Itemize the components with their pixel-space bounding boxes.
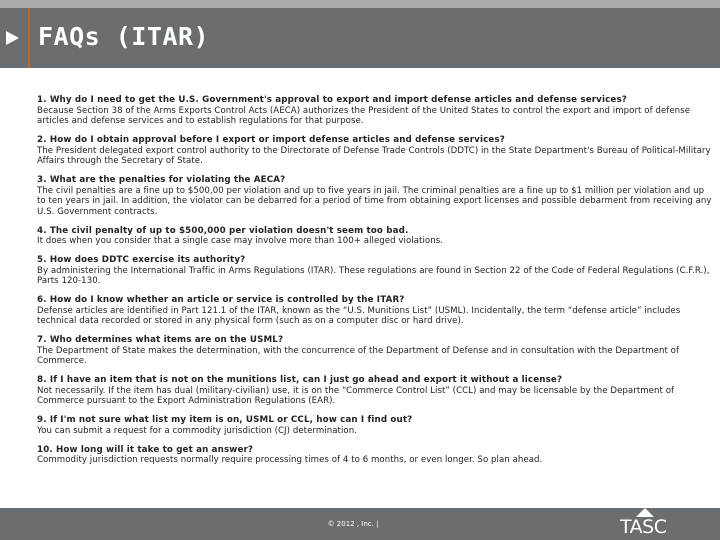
faq-item <box>37 135 713 167</box>
faq-answer: You can submit a request for a commodity jurisdiction (CJ) determination. <box>37 425 357 436</box>
faq-question: 7. Who determines what items are on the USML? <box>37 335 284 345</box>
faq-item <box>37 375 713 407</box>
faq-list <box>37 95 713 474</box>
faq-question: 2. How do I obtain approval before I export or import defense articles and defense services? <box>37 135 505 145</box>
title-marker <box>0 8 30 68</box>
faq-item <box>37 295 713 327</box>
title-divider <box>28 8 30 68</box>
faq-answer: Commodity jurisdiction requests normally require processing times of 4 to 6 months, or even longer. So plan ahead. <box>37 455 543 465</box>
faq-question: 1. Why do I need to get the U.S. Government's approval to export and import defense articles and defense services? <box>37 95 627 105</box>
faq-item <box>37 95 713 127</box>
faq-item <box>37 255 713 287</box>
faq-answer: Not necessarily. If the item has dual (military-civilian) use, it is on the “Commerce Control List” (CCL) and may be licensable by the Department of Commerce pursuant to the Export Administration Regulations (EAR). <box>37 385 675 406</box>
logo-text: TASC <box>620 516 667 538</box>
footer-bar <box>0 508 720 540</box>
title-bar <box>0 8 720 68</box>
faq-item <box>37 415 713 436</box>
faq-item <box>37 335 713 367</box>
slide-title: FAQs (ITAR) <box>38 22 210 51</box>
faq-question: 6. How do I know whether an article or service is controlled by the ITAR? <box>37 295 405 305</box>
tasc-logo <box>620 512 678 536</box>
faq-question: 10. How long will it take to get an answer? <box>37 444 254 455</box>
top-accent-bar <box>0 0 720 8</box>
faq-item <box>37 175 713 217</box>
faq-answer: Defense articles are identified in Part 121.1 of the ITAR, known as the “U.S. Munitions List” (USML). Incidentally, the term “defense article” includes technical data recorded or stored in any physical form (such as on a computer disc or hard drive). <box>37 305 681 326</box>
faq-answer: The Department of State makes the determination, with the concurrence of the Department of Defense and in consultation with the Department of Commerce. <box>37 345 680 366</box>
faq-answer: The President delegated export control authority to the Directorate of Defense Trade Controls (DDTC) in the State Department's Bureau of Political-Military Affairs through the Secretary of State. <box>37 145 711 166</box>
faq-question: 3. What are the penalties for violating the AECA? <box>37 175 286 185</box>
play-arrow-icon <box>6 31 19 45</box>
faq-answer: The civil penalties are a fine up to $500,00 per violation and up to five years in jail. The criminal penalties are a fine up to $1 million per violation and up to ten years in jail. In addition, the violator can be debarred for a period of time from obtaining export licenses and possible debarment from receiving any U.S. Government contracts. <box>37 185 712 217</box>
faq-question: 4. The civil penalty of up to $500,000 per violation doesn't seem too bad. <box>37 225 409 236</box>
faq-item <box>37 445 713 466</box>
faq-question: 5. How does DDTC exercise its authority? <box>37 255 246 265</box>
faq-answer: It does when you consider that a single case may involve more than 100+ alleged violations. <box>37 236 444 246</box>
faq-item <box>37 226 713 247</box>
faq-question: 8. If I have an item that is not on the munitions list, can I just go ahead and export it without a license? <box>37 375 563 385</box>
faq-answer: By administering the International Traffic in Arms Regulations (ITAR). These regulations are found in Section 22 of the Code of Federal Regulations (C.F.R.), Parts 120-130. <box>37 265 710 286</box>
faq-answer: Because Section 38 of the Arms Exports Control Acts (AECA) authorizes the President of the United States to control the export and import of defense articles and defense services and to establish regulations for that purpose. <box>37 105 691 126</box>
footer-copyright: © 2012 , Inc. | <box>327 520 379 528</box>
faq-question: 9. If I'm not sure what list my item is on, USML or CCL, how can I find out? <box>37 415 413 425</box>
